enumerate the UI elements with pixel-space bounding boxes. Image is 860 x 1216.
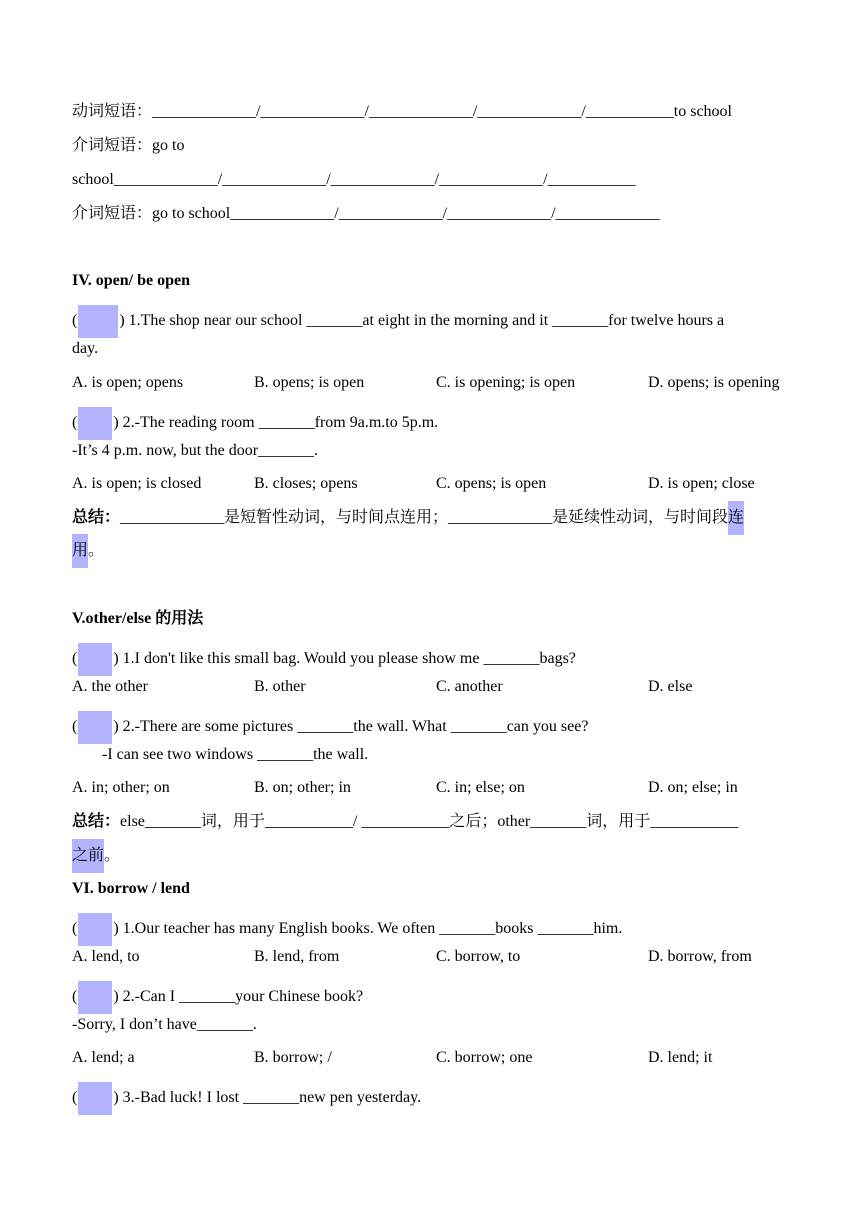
s4-summary-text: _____________是短暂性动词，与时间点连用；_____________是延续性动词，与时间段 bbox=[120, 509, 729, 526]
s4-q2-option-d[interactable]: D. is open; close bbox=[648, 475, 755, 492]
s4-q1-answer-box[interactable] bbox=[78, 305, 118, 338]
s4-q2-option-a[interactable]: A. is open; is closed bbox=[72, 475, 202, 492]
s5-q1-option-b[interactable]: B. other bbox=[254, 678, 306, 695]
s6-q1-option-b[interactable]: B. lend, from bbox=[254, 948, 340, 965]
s6-q2-option-a[interactable]: A. lend; a bbox=[72, 1049, 135, 1066]
s4-summary-label: 总结： bbox=[72, 509, 121, 526]
s5-summary bbox=[72, 812, 738, 832]
s4-q2-cont: -It’s 4 p.m. now, but the door_______. bbox=[72, 442, 319, 459]
s5-q1 bbox=[72, 643, 576, 676]
s6-q1-text: ) 1.Our teacher has many English books. We often _______books _______him. bbox=[113, 920, 623, 938]
s4-summary-cont bbox=[72, 541, 104, 568]
prep-phrase-line-1a: 介词短语：go to bbox=[72, 137, 185, 154]
s6-q1 bbox=[72, 913, 622, 946]
s4-q1-option-c[interactable]: C. is opening; is open bbox=[436, 374, 576, 391]
s6-q2-answer-box[interactable] bbox=[78, 981, 112, 1014]
s5-summary-label: 总结： bbox=[72, 813, 121, 830]
s5-q2-option-d[interactable]: D. on; else; in bbox=[648, 779, 738, 796]
s5-q2-option-b[interactable]: B. on; other; in bbox=[254, 779, 351, 796]
s5-q1-paren: ( bbox=[72, 650, 78, 668]
s5-q2-cont: -I can see two windows _______the wall. bbox=[102, 746, 369, 763]
s6-q3 bbox=[72, 1082, 421, 1115]
s6-q3-paren: ( bbox=[72, 1089, 78, 1107]
prep-phrase-line-2: 介词短语：go to school_____________/_____________/_____________/_____________ bbox=[72, 205, 660, 222]
s5-q1-text: ) 1.I don't like this small bag. Would you please show me _______bags? bbox=[113, 650, 576, 668]
s6-q1-option-c[interactable]: C. borrow, to bbox=[436, 948, 521, 965]
s4-q1-option-b[interactable]: B. opens; is open bbox=[254, 374, 365, 391]
s6-q1-option-a[interactable]: A. lend, to bbox=[72, 948, 140, 965]
s5-q1-option-c[interactable]: C. another bbox=[436, 678, 503, 695]
prep-phrase-line-1b: school_____________/_____________/_____________/_____________/___________ bbox=[72, 171, 636, 188]
verb-phrase-line: 动词短语：_____________/_____________/_____________/_____________/___________to school bbox=[72, 103, 733, 120]
s6-q2-cont: -Sorry, I don’t have_______. bbox=[72, 1016, 257, 1033]
s5-q2 bbox=[72, 711, 588, 744]
s5-q1-option-a[interactable]: A. the other bbox=[72, 678, 148, 695]
s5-q1-answer-box[interactable] bbox=[78, 643, 112, 676]
s6-q2-option-b[interactable]: B. borrow; / bbox=[254, 1049, 332, 1066]
s4-q1-text: ) 1.The shop near our school _______at eight in the morning and it _______for twelve hours a bbox=[119, 312, 725, 330]
s4-summary-highlight-2: 用 bbox=[72, 534, 88, 568]
s4-q2-answer-box[interactable] bbox=[78, 407, 112, 440]
section-4-heading: IV. open/ be open bbox=[72, 272, 190, 289]
s4-summary-highlight-1: 连 bbox=[728, 501, 744, 535]
s4-q1-option-a[interactable]: A. is open; opens bbox=[72, 374, 184, 391]
s4-summary-end: 。 bbox=[88, 542, 105, 559]
section-5-heading: V.other/else 的用法 bbox=[72, 610, 204, 627]
s4-q2-option-b[interactable]: B. closes; opens bbox=[254, 475, 358, 492]
s6-q1-paren: ( bbox=[72, 920, 78, 938]
s4-q2 bbox=[72, 407, 438, 440]
s5-q2-text: ) 2.-There are some pictures _______the wall. What _______can you see? bbox=[113, 718, 589, 736]
s6-q2-option-c[interactable]: C. borrow; one bbox=[436, 1049, 533, 1066]
s6-q2-paren: ( bbox=[72, 988, 78, 1006]
s4-q2-paren: ( bbox=[72, 414, 78, 432]
s6-q1-option-d[interactable]: D. borrow, from bbox=[648, 948, 752, 965]
s4-summary bbox=[72, 508, 744, 535]
s6-q2 bbox=[72, 981, 363, 1014]
s4-q1-paren: ( bbox=[72, 312, 78, 330]
s5-summary-end: 。 bbox=[104, 847, 121, 864]
s6-q1-answer-box[interactable] bbox=[78, 913, 112, 946]
s5-q2-option-c[interactable]: C. in; else; on bbox=[436, 779, 525, 796]
s4-q2-text: ) 2.-The reading room _______from 9a.m.to 5p.m. bbox=[113, 414, 439, 432]
s4-q1-cont: day. bbox=[72, 340, 99, 357]
s5-q2-option-a[interactable]: A. in; other; on bbox=[72, 779, 170, 796]
s5-summary-text: else_______词，用于___________/ ___________之后；other_______词，用于___________ bbox=[120, 813, 739, 830]
s6-q3-answer-box[interactable] bbox=[78, 1082, 112, 1115]
s5-summary-highlight: 之前 bbox=[72, 839, 104, 873]
s5-q2-answer-box[interactable] bbox=[78, 711, 112, 744]
s4-q1 bbox=[72, 305, 800, 338]
s5-summary-cont bbox=[72, 846, 120, 873]
s4-q2-option-c[interactable]: C. opens; is open bbox=[436, 475, 547, 492]
s6-q3-text: ) 3.-Bad luck! I lost _______new pen yesterday. bbox=[113, 1089, 422, 1107]
s5-q1-option-d[interactable]: D. else bbox=[648, 678, 693, 695]
s4-q1-option-d[interactable]: D. opens; is opening bbox=[648, 374, 780, 391]
section-6-heading: VI. borrow / lend bbox=[72, 880, 190, 897]
s6-q2-text: ) 2.-Can I _______your Chinese book? bbox=[113, 988, 364, 1006]
s5-q2-paren: ( bbox=[72, 718, 78, 736]
s6-q2-option-d[interactable]: D. lend; it bbox=[648, 1049, 713, 1066]
